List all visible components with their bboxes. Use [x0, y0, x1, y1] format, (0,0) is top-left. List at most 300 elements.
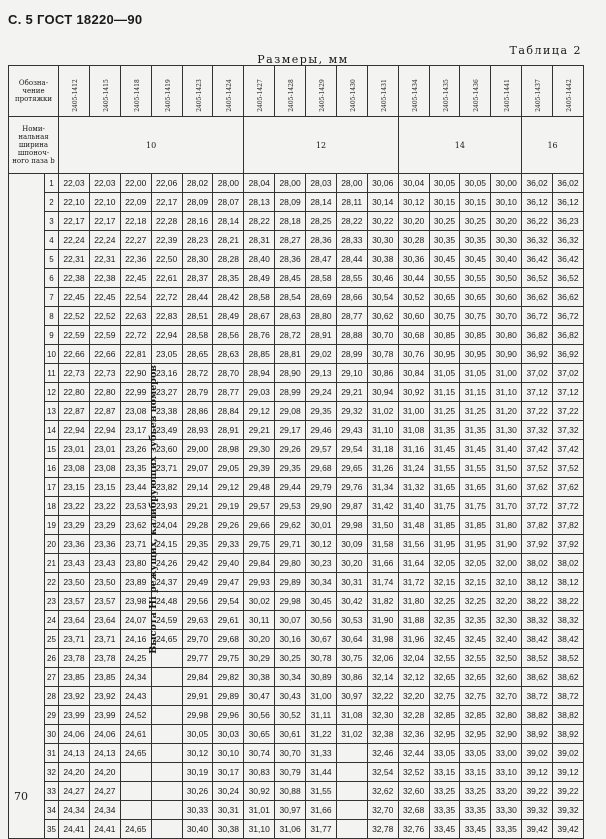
table-cell: 39,22 [522, 782, 553, 801]
table-cell: 30,65 [429, 288, 460, 307]
table-cell: 24,59 [151, 611, 182, 630]
table-cell: 30,05 [429, 174, 460, 193]
designation-code [213, 66, 244, 117]
table-cell: 30,05 [460, 174, 491, 193]
table-cell: 22,81 [120, 345, 151, 364]
table-cell: 30,60 [491, 288, 522, 307]
table-cell: 31,74 [367, 573, 398, 592]
table-cell: 36,12 [553, 193, 584, 212]
table-cell: 30,67 [306, 630, 337, 649]
table-cell: 28,76 [244, 326, 275, 345]
table-cell: 30,74 [244, 744, 275, 763]
table-cell: 24,20 [89, 763, 120, 782]
table-cell: 22,24 [59, 231, 90, 250]
table-cell: 29,63 [182, 611, 213, 630]
row-number: 30 [45, 725, 59, 744]
table-cell: 29,96 [213, 706, 244, 725]
table-cell: 24,61 [120, 725, 151, 744]
table-cell: 28,31 [244, 231, 275, 250]
table-cell: 29,87 [336, 497, 367, 516]
table-cell: 29,89 [213, 687, 244, 706]
table-cell: 30,11 [244, 611, 275, 630]
table-cell: 37,92 [553, 535, 584, 554]
table-cell: 22,10 [59, 193, 90, 212]
table-cell: 28,99 [275, 383, 306, 402]
table-cell: 31,05 [429, 364, 460, 383]
table-cell: 31,75 [460, 497, 491, 516]
table-cell: 32,04 [398, 649, 429, 668]
table-cell: 22,31 [59, 250, 90, 269]
table-cell: 33,45 [429, 820, 460, 839]
broach-dimensions-table [8, 65, 584, 839]
table-cell: 28,11 [336, 193, 367, 212]
table-cell: 39,02 [522, 744, 553, 763]
designation-code-text: 2405-1415 [102, 78, 110, 112]
table-cell: 31,10 [367, 421, 398, 440]
table-cell: 32,05 [429, 554, 460, 573]
table-cell: 30,40 [491, 250, 522, 269]
table-cell: 28,66 [336, 288, 367, 307]
table-cell: 22,54 [120, 288, 151, 307]
table-cell: 31,10 [491, 383, 522, 402]
table-cell: 30,61 [275, 725, 306, 744]
table-cell: 31,80 [491, 516, 522, 535]
table-cell: 39,42 [522, 820, 553, 839]
table-cell [120, 763, 151, 782]
designation-code [151, 66, 182, 117]
table-cell: 30,35 [460, 231, 491, 250]
table-cell: 29,21 [244, 421, 275, 440]
table-cell: 23,22 [59, 497, 90, 516]
table-cell: 30,94 [367, 383, 398, 402]
table-cell: 22,63 [120, 307, 151, 326]
table-cell: 22,27 [120, 231, 151, 250]
table-cell: 24,41 [89, 820, 120, 839]
table-cell: 38,02 [522, 554, 553, 573]
table-cell: 31,55 [460, 459, 491, 478]
row-number: 27 [45, 668, 59, 687]
table-cell: 29,26 [213, 516, 244, 535]
table-cell: 31,77 [306, 820, 337, 839]
table-cell: 31,45 [460, 440, 491, 459]
table-cell: 28,00 [336, 174, 367, 193]
table-cell: 30,38 [244, 668, 275, 687]
table-cell: 30,55 [429, 269, 460, 288]
table-cell: 29,91 [182, 687, 213, 706]
table-cell: 31,65 [460, 478, 491, 497]
table-cell: 31,42 [367, 497, 398, 516]
table-cell: 31,22 [306, 725, 337, 744]
table-cell: 28,80 [306, 307, 337, 326]
table-row [9, 573, 584, 592]
sizes-caption: Размеры, мм [257, 53, 349, 66]
table-cell: 22,90 [120, 364, 151, 383]
table-cell: 30,03 [213, 725, 244, 744]
table-cell: 29,14 [182, 478, 213, 497]
row-number: 11 [45, 364, 59, 383]
table-cell: 33,05 [429, 744, 460, 763]
table-cell: 32,20 [491, 592, 522, 611]
table-cell: 30,45 [460, 250, 491, 269]
table-cell: 22,00 [120, 174, 151, 193]
table-cell: 31,26 [367, 459, 398, 478]
nominal-width-2: 14 [398, 117, 522, 174]
table-cell: 37,02 [553, 364, 584, 383]
table-cell: 22,38 [59, 269, 90, 288]
table-cell: 32,36 [398, 725, 429, 744]
table-cell: 28,58 [182, 326, 213, 345]
row-number: 31 [45, 744, 59, 763]
table-cell: 30,75 [336, 649, 367, 668]
table-cell: 28,86 [182, 402, 213, 421]
table-cell: 29,54 [336, 440, 367, 459]
table-cell: 28,09 [275, 193, 306, 212]
table-cell: 32,40 [491, 630, 522, 649]
table-cell: 22,94 [89, 421, 120, 440]
table-cell: 32,75 [429, 687, 460, 706]
table-cell: 29,70 [182, 630, 213, 649]
row-number: 21 [45, 554, 59, 573]
table-cell: 31,15 [429, 383, 460, 402]
table-cell: 31,66 [306, 801, 337, 820]
table-cell: 32,95 [429, 725, 460, 744]
table-cell: 28,94 [244, 364, 275, 383]
table-cell: 24,41 [59, 820, 90, 839]
designation-code-text: 2405-1428 [287, 78, 295, 112]
table-cell: 31,80 [398, 592, 429, 611]
table-cell: 29,68 [213, 630, 244, 649]
table-cell: 32,25 [460, 592, 491, 611]
table-cell: 28,33 [336, 231, 367, 250]
table-cell: 23,08 [89, 459, 120, 478]
table-cell: 29,46 [306, 421, 337, 440]
table-cell: 28,37 [182, 269, 213, 288]
table-cell [151, 801, 182, 820]
table-cell: 30,45 [429, 250, 460, 269]
table-cell: 32,85 [460, 706, 491, 725]
table-cell: 38,92 [553, 725, 584, 744]
table-cell: 30,15 [429, 193, 460, 212]
table-cell: 23,85 [89, 668, 120, 687]
table-cell: 36,82 [553, 326, 584, 345]
table-cell: 29,79 [306, 478, 337, 497]
table-cell: 30,05 [182, 725, 213, 744]
table-cell: 37,52 [522, 459, 553, 478]
table-cell: 23,93 [151, 497, 182, 516]
table-cell: 23,35 [120, 459, 151, 478]
table-cell: 28,70 [213, 364, 244, 383]
table-cell: 38,32 [553, 611, 584, 630]
table-cell: 30,65 [244, 725, 275, 744]
table-row [9, 478, 584, 497]
table-cell: 30,85 [429, 326, 460, 345]
table-cell: 22,45 [120, 269, 151, 288]
table-cell: 36,62 [522, 288, 553, 307]
table-cell: 36,02 [553, 174, 584, 193]
table-cell: 23,17 [120, 421, 151, 440]
table-cell: 29,62 [275, 516, 306, 535]
table-cell: 30,50 [491, 269, 522, 288]
table-cell: 22,61 [151, 269, 182, 288]
table-cell: 28,02 [182, 174, 213, 193]
designation-code-text: 2405-1434 [411, 78, 419, 112]
row-number: 13 [45, 402, 59, 421]
table-cell: 29,84 [244, 554, 275, 573]
table-cell: 28,77 [336, 307, 367, 326]
table-cell: 22,31 [89, 250, 120, 269]
table-cell: 22,24 [89, 231, 120, 250]
table-cell: 23,99 [89, 706, 120, 725]
table-cell: 23,89 [120, 573, 151, 592]
table-cell: 39,32 [522, 801, 553, 820]
table-cell: 31,25 [429, 402, 460, 421]
table-cell: 38,22 [553, 592, 584, 611]
table-cell: 28,35 [213, 269, 244, 288]
table-cell: 38,52 [522, 649, 553, 668]
table-cell: 32,30 [491, 611, 522, 630]
table-cell: 30,00 [491, 174, 522, 193]
table-cell: 30,04 [398, 174, 429, 193]
table-cell: 32,45 [429, 630, 460, 649]
table-cell: 29,10 [336, 364, 367, 383]
table-cell: 24,48 [151, 592, 182, 611]
table-cell: 32,55 [429, 649, 460, 668]
table-cell: 32,12 [398, 668, 429, 687]
table-cell: 28,09 [182, 193, 213, 212]
designation-code-text: 2405-1437 [534, 78, 542, 112]
table-cell: 31,56 [398, 535, 429, 554]
table-cell: 29,35 [275, 459, 306, 478]
width-header: Номи- нальная ширина шпоноч- ного паза b [9, 117, 59, 174]
designation-code-text: 2405-1412 [71, 78, 79, 112]
table-cell: 38,32 [522, 611, 553, 630]
table-cell: 22,83 [151, 307, 182, 326]
table-cell: 33,30 [491, 801, 522, 820]
table-cell: 30,78 [306, 649, 337, 668]
table-cell [336, 801, 367, 820]
table-cell: 24,34 [120, 668, 151, 687]
table-row [9, 250, 584, 269]
table-row [9, 801, 584, 820]
table-cell: 32,06 [367, 649, 398, 668]
table-cell: 36,92 [553, 345, 584, 364]
table-cell [151, 763, 182, 782]
table-cell: 23,44 [120, 478, 151, 497]
row-number: 17 [45, 478, 59, 497]
table-cell: 30,25 [460, 212, 491, 231]
designation-code [120, 66, 151, 117]
table-cell: 22,03 [59, 174, 90, 193]
table-cell: 24,16 [120, 630, 151, 649]
table-cell: 31,18 [367, 440, 398, 459]
table-cell: 24,13 [89, 744, 120, 763]
table-cell: 36,02 [522, 174, 553, 193]
table-cell: 37,72 [522, 497, 553, 516]
table-cell: 30,46 [367, 269, 398, 288]
table-row [9, 212, 584, 231]
table-cell: 30,02 [244, 592, 275, 611]
table-cell: 32,50 [491, 649, 522, 668]
table-cell: 28,55 [336, 269, 367, 288]
table-row [9, 231, 584, 250]
table-cell: 28,47 [306, 250, 337, 269]
table-cell: 31,95 [460, 535, 491, 554]
table-row [9, 611, 584, 630]
table-cell: 28,16 [182, 212, 213, 231]
table-cell: 30,56 [306, 611, 337, 630]
table-cell: 32,15 [460, 573, 491, 592]
table-row [9, 364, 584, 383]
table-cell: 30,22 [367, 212, 398, 231]
table-cell: 32,90 [491, 725, 522, 744]
table-cell: 23,36 [89, 535, 120, 554]
table-cell: 31,02 [367, 402, 398, 421]
table-cell: 28,22 [336, 212, 367, 231]
table-row [9, 288, 584, 307]
table-cell: 28,22 [244, 212, 275, 231]
designation-code-text: 2405-1441 [504, 78, 512, 112]
table-cell: 29,66 [244, 516, 275, 535]
table-cell: 30,84 [398, 364, 429, 383]
table-cell: 32,78 [367, 820, 398, 839]
table-cell: 30,19 [182, 763, 213, 782]
designation-code-text: 2405-1423 [195, 78, 203, 112]
table-cell: 31,55 [429, 459, 460, 478]
table-cell: 31,40 [398, 497, 429, 516]
table-cell: 32,35 [460, 611, 491, 630]
table-cell: 29,47 [213, 573, 244, 592]
table-cell: 23,01 [59, 440, 90, 459]
table-cell: 39,32 [553, 801, 584, 820]
table-cell: 37,82 [553, 516, 584, 535]
table-cell: 28,21 [213, 231, 244, 250]
table-cell: 31,06 [275, 820, 306, 839]
table-cell: 30,64 [336, 630, 367, 649]
table-cell: 22,72 [151, 288, 182, 307]
table-cell: 30,70 [367, 326, 398, 345]
table-cell: 38,82 [522, 706, 553, 725]
table-row [9, 725, 584, 744]
table-cell: 31,90 [367, 611, 398, 630]
table-cell: 28,93 [182, 421, 213, 440]
table-cell: 24,65 [120, 820, 151, 839]
table-row [9, 687, 584, 706]
designation-code [244, 66, 275, 117]
table-cell: 24,43 [120, 687, 151, 706]
table-cell: 30,06 [367, 174, 398, 193]
table-cell: 30,44 [398, 269, 429, 288]
table-cell: 28,99 [336, 345, 367, 364]
table-cell: 23,50 [89, 573, 120, 592]
table-cell: 23,71 [59, 630, 90, 649]
designation-code-text: 2405-1424 [226, 78, 234, 112]
table-cell: 31,34 [367, 478, 398, 497]
table-cell: 29,80 [275, 554, 306, 573]
table-cell: 30,65 [460, 288, 491, 307]
table-cell: 36,23 [553, 212, 584, 231]
table-cell: 32,60 [398, 782, 429, 801]
row-number: 2 [45, 193, 59, 212]
table-cell: 28,77 [213, 383, 244, 402]
page-number: 70 [14, 790, 28, 803]
table-cell: 37,62 [522, 478, 553, 497]
table-cell: 36,82 [522, 326, 553, 345]
table-cell: 23,43 [59, 554, 90, 573]
table-cell: 28,58 [306, 269, 337, 288]
table-cell: 22,52 [89, 307, 120, 326]
table-cell: 30,97 [275, 801, 306, 820]
table-cell: 28,13 [244, 193, 275, 212]
table-cell: 33,15 [429, 763, 460, 782]
table-cell: 29,42 [182, 554, 213, 573]
table-cell: 30,17 [213, 763, 244, 782]
table-cell: 37,12 [553, 383, 584, 402]
table-cell: 31,08 [336, 706, 367, 725]
table-cell: 29,07 [182, 459, 213, 478]
table-row [9, 706, 584, 725]
table-cell: 24,34 [89, 801, 120, 820]
table-cell: 36,42 [553, 250, 584, 269]
table-cell: 33,25 [460, 782, 491, 801]
table-cell: 37,32 [553, 421, 584, 440]
table-cell: 32,68 [398, 801, 429, 820]
table-cell: 38,72 [553, 687, 584, 706]
table-row [9, 269, 584, 288]
table-cell: 37,62 [553, 478, 584, 497]
designation-code-text: 2405-1427 [257, 78, 265, 112]
designation-code-text: 2405-1430 [349, 78, 357, 112]
table-cell: 22,36 [120, 250, 151, 269]
table-cell: 36,42 [522, 250, 553, 269]
table-cell: 37,32 [522, 421, 553, 440]
row-number: 10 [45, 345, 59, 364]
table-cell: 30,56 [244, 706, 275, 725]
table-cell: 31,00 [306, 687, 337, 706]
table-cell: 30,90 [491, 345, 522, 364]
table-cell: 31,05 [460, 364, 491, 383]
table-cell: 30,52 [275, 706, 306, 725]
table-cell: 23,26 [120, 440, 151, 459]
table-cell: 22,87 [59, 402, 90, 421]
table-cell: 31,50 [367, 516, 398, 535]
designation-code-text: 2405-1431 [380, 78, 388, 112]
row-number: 14 [45, 421, 59, 440]
table-cell: 30,15 [460, 193, 491, 212]
table-cell: 28,88 [336, 326, 367, 345]
table-cell: 31,11 [306, 706, 337, 725]
table-cell: 23,15 [59, 478, 90, 497]
table-row [9, 763, 584, 782]
table-cell: 37,22 [553, 402, 584, 421]
table-cell: 29,49 [182, 573, 213, 592]
table-cell: 22,17 [59, 212, 90, 231]
table-cell: 30,92 [398, 383, 429, 402]
table-cell: 29,90 [306, 497, 337, 516]
table-cell: 28,44 [182, 288, 213, 307]
table-cell: 36,22 [522, 212, 553, 231]
table-cell: 32,30 [367, 706, 398, 725]
table-cell: 23,71 [120, 535, 151, 554]
designation-header: Обозна- чение протяжки [9, 66, 59, 117]
table-cell: 30,23 [306, 554, 337, 573]
row-number: 5 [45, 250, 59, 269]
table-cell: 31,72 [398, 573, 429, 592]
table-cell: 31,85 [460, 516, 491, 535]
table-cell [120, 801, 151, 820]
table-cell: 38,82 [553, 706, 584, 725]
table-cell: 28,36 [275, 250, 306, 269]
side-label: Высота Hi режущих, калибрующих зубьев номеров [147, 364, 159, 654]
